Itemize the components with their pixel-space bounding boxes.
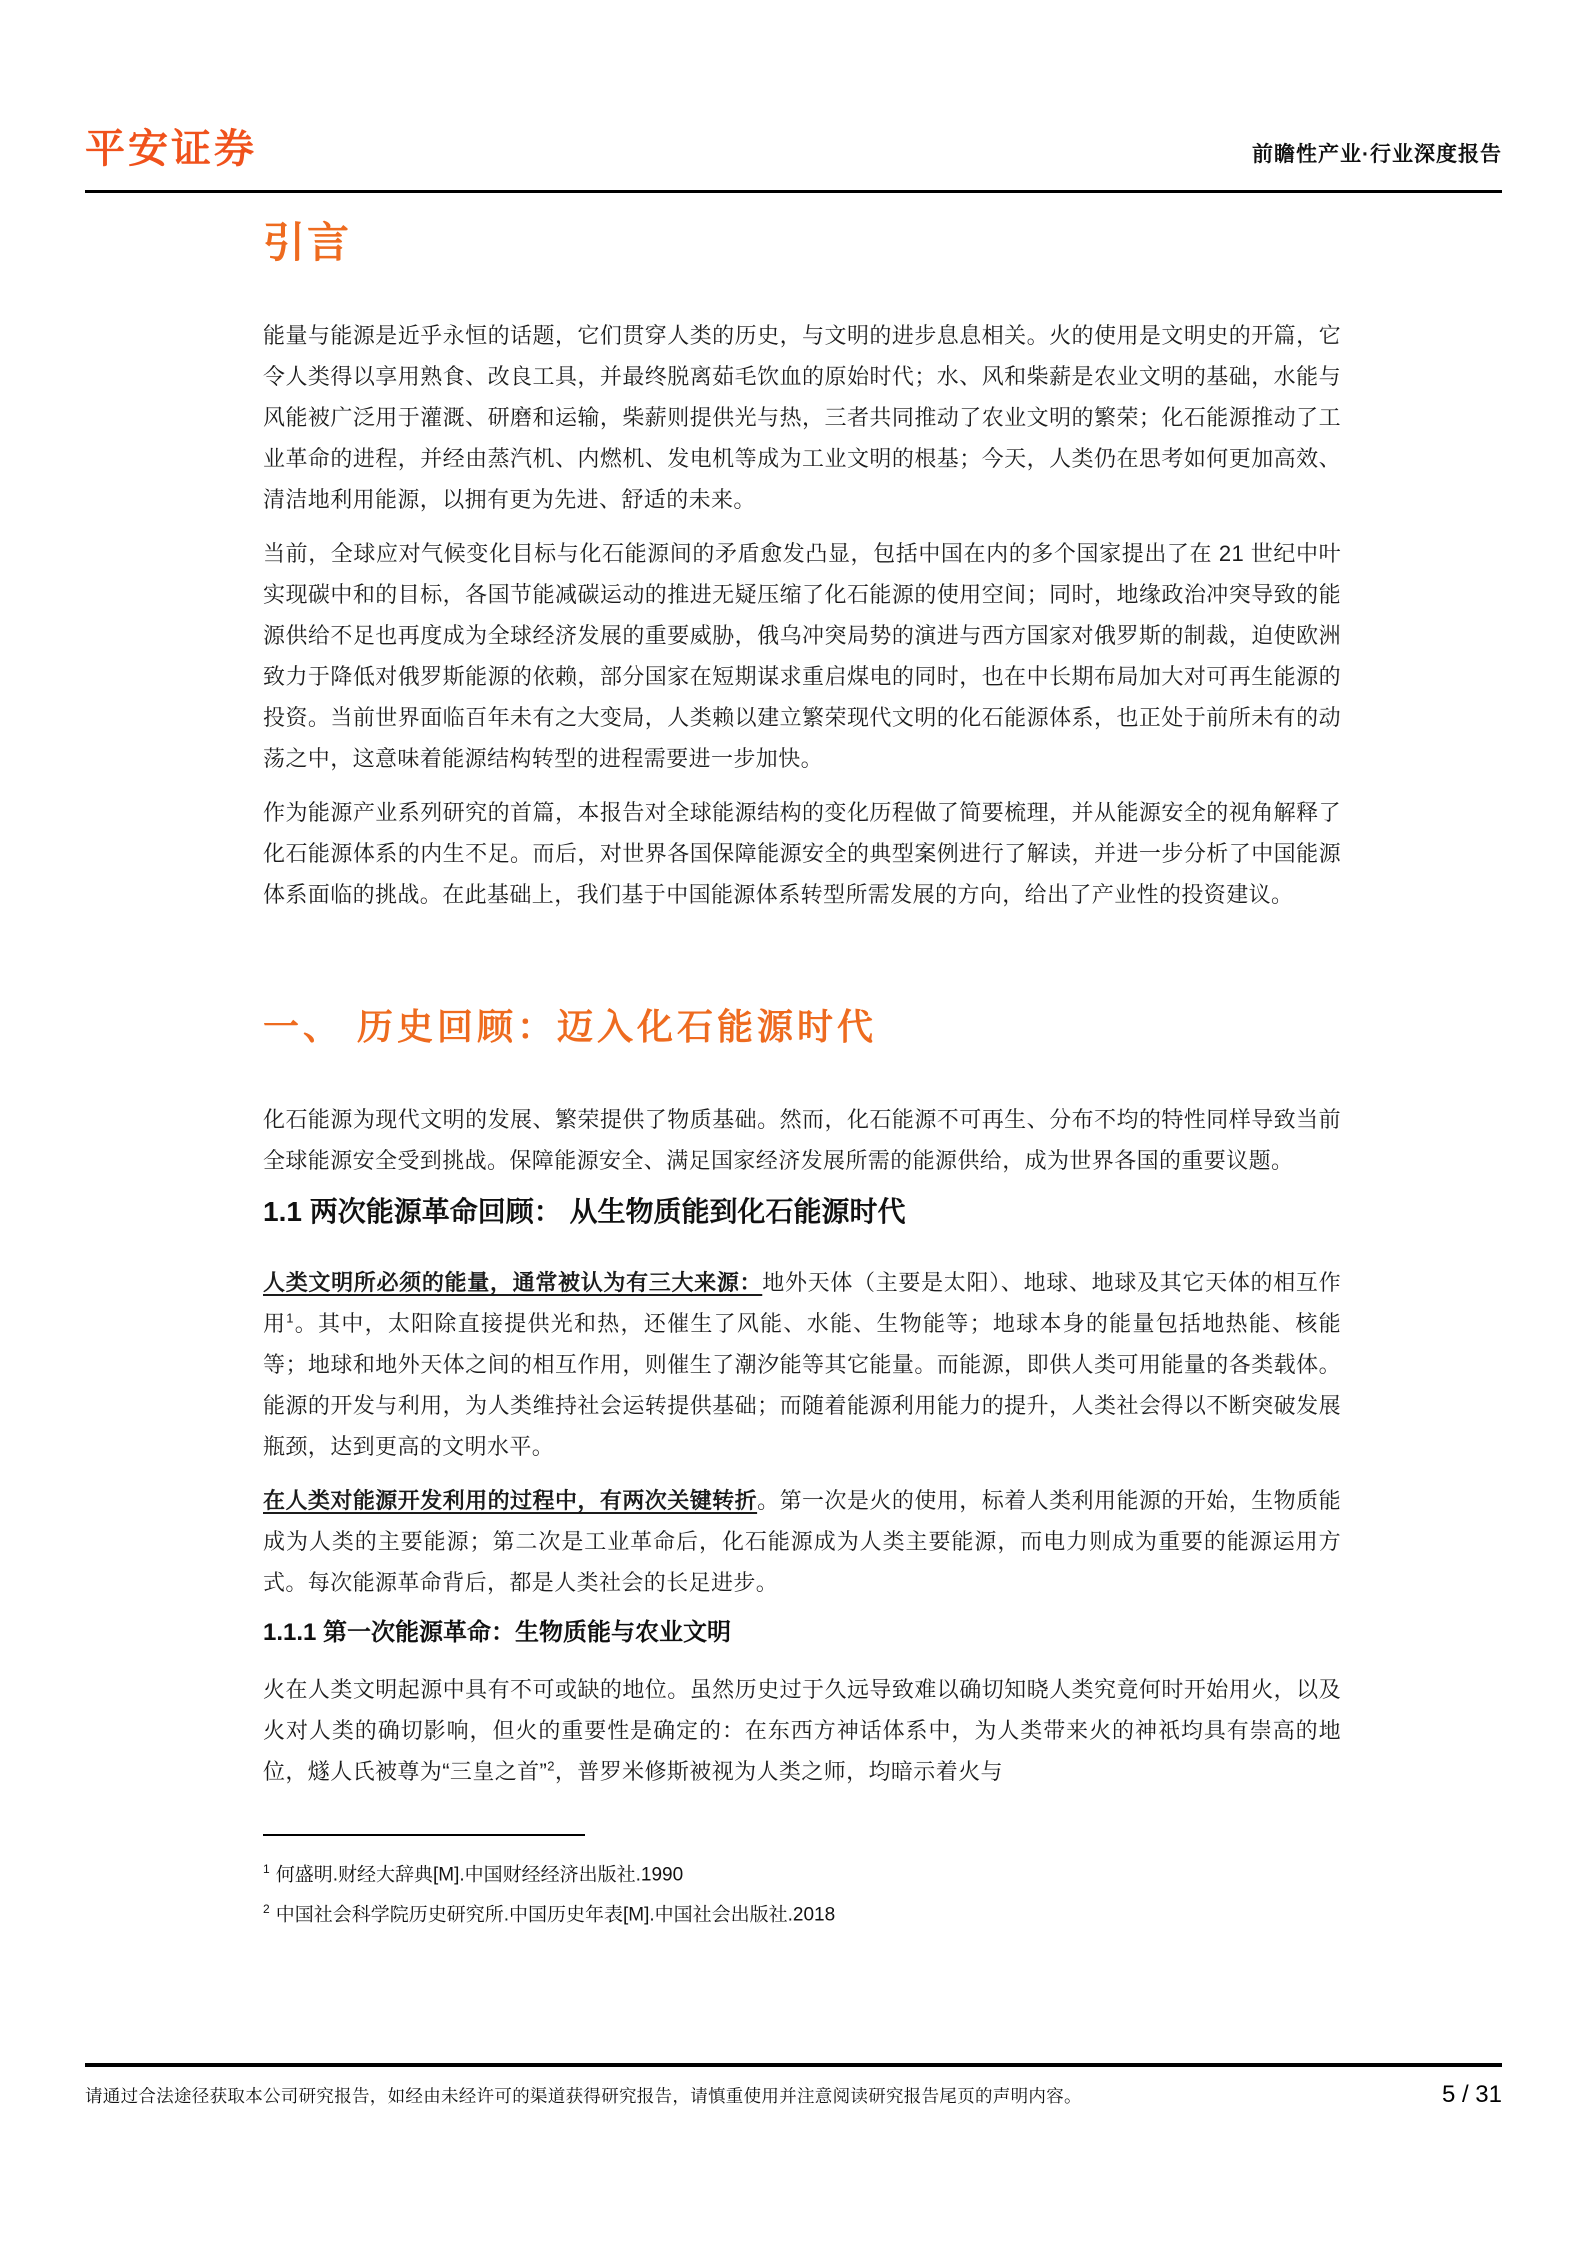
paragraph-text: 地外天体（主要是太阳）、地球、地球及其它天体的相互作用 [263, 1270, 1341, 1336]
intro-paragraph-3: 作为能源产业系列研究的首篇，本报告对全球能源结构的变化历程做了简要梳理，并从能源安全的视角解释了化石能源体系的内生不足。而后，对世界各国保障能源安全的典型案例进行了解读，并进一步分析了中国能源体系面临的挑战。在此基础上，我们基于中国能源体系转型所需发展的方向，给出了产业性的投资建议。 [263, 800, 1341, 907]
footer-disclaimer: 请通过合法途径获取本公司研究报告，如经由未经许可的渠道获得研究报告，请慎重使用并注意阅读研究报告尾页的声明内容。 [85, 2086, 1082, 2106]
key-sentence-turning-points: 在人类对能源开发利用的过程中，有两次关键转折 [263, 1488, 758, 1513]
footnote-ref-1: 1 [286, 1310, 294, 1326]
page-footer [85, 2063, 1502, 2109]
section-1-title: 一、 历史回顾：迈入化石能源时代 [263, 1006, 878, 1047]
intro-paragraph-1: 能量与能源是近乎永恒的话题，它们贯穿人类的历史，与文明的进步息息相关。火的使用是文明史的开篇，它令人类得以享用熟食、改良工具，并最终脱离茹毛饮血的原始时代；水、风和柴薪是农业文明的基础，水能与风能被广泛用于灌溉、研磨和运输，柴薪则提供光与热，三者共同推动了农业文明的繁荣；化石能源推动了工业革命的进程，并经由蒸汽机、内燃机、发电机等成为工业文明的根基；今天，人类仍在思考如何更加高效、清洁地利用能源，以拥有更为先进、舒适的未来。 [263, 323, 1341, 512]
section-1-lead-paragraph: 化石能源为现代文明的发展、繁荣提供了物质基础。然而，化石能源不可再生、分布不均的特性同样导致当前全球能源安全受到挑战。保障能源安全、满足国家经济发展所需的能源供给，成为世界各国的重要议题。 [263, 1107, 1341, 1173]
footnote-ref-2: 2 [547, 1758, 555, 1774]
footnote-list [263, 1852, 1341, 1933]
footnote-1 [263, 1852, 1341, 1892]
paragraph-text: 火在人类文明起源中具有不可或缺的地位。虽然历史过于久远导致难以确切知晓人类究竟何时开始用火，以及火对人类的确切影响，但火的重要性是确定的：在东西方神话体系中，为人类带来火的神祇均具有崇高的地位，燧人氏被尊为“三皇之首” [263, 1677, 1341, 1784]
paragraph-text: 。其中，太阳除直接提供光和热，还催生了风能、水能、生物能等；地球本身的能量包括地热能、核能等；地球和地外天体之间的相互作用，则催生了潮汐能等其它能量。而能源，即供人类可用能量的各类载体。能源的开发与利用，为人类维持社会运转提供基础；而随着能源利用能力的提升，人类社会得以不断突破发展瓶颈，达到更高的文明水平。 [263, 1311, 1341, 1459]
pingan-securities-logo: 平安证券 [85, 127, 257, 171]
footnote-1-text: 何盛明.财经大辞典[M].中国财经经济出版社.1990 [275, 1864, 684, 1886]
footer-rule [85, 2063, 1502, 2067]
intro-paragraph-2: 当前，全球应对气候变化目标与化石能源间的矛盾愈发凸显，包括中国在内的多个国家提出了在 21 世纪中叶实现碳中和的目标，各国节能减碳运动的推进无疑压缩了化石能源的使用空间；同时，地缘政治冲突导致的能源供给不足也再度成为全球经济发展的重要威胁，俄乌冲突局势的演进与西方国家对俄罗斯的制裁，迫使欧洲致力于降低对俄罗斯能源的依赖，部分国家在短期谋求重启煤电的同时，也在中长期布局加大对可再生能源的投资。当前世界面临百年未有之大变局，人类赖以建立繁荣现代文明的化石能源体系，也正处于前所未有的动荡之中，这意味着能源结构转型的进程需要进一步加快。 [263, 541, 1341, 771]
paragraph-fire-civilization [263, 1669, 1341, 1792]
paragraph-two-turning-points [263, 1480, 1341, 1603]
footnote-2 [263, 1892, 1341, 1932]
intro-title: 引言 [263, 219, 352, 266]
paragraph-text: ，普罗米修斯被视为人类之师，均暗示着火与 [554, 1759, 1003, 1784]
footnote-2-number: 2 [263, 1902, 270, 1917]
section-1-1-title: 1.1 两次能源革命回顾： 从生物质能到化石能源时代 [263, 1196, 906, 1227]
footer-row [85, 2081, 1502, 2109]
section-1-1-1-title: 1.1.1 第一次能源革命：生物质能与农业文明 [263, 1619, 732, 1646]
key-sentence-energy-sources: 人类文明所必须的能量，通常被认为有三大来源： [263, 1270, 763, 1295]
paragraph-text: 。第一次是火的使用，标着人类利用能源的开始，生物质能成为人类的主要能源；第二次是工业革命后，化石能源成为人类主要能源，而电力则成为重要的能源运用方式。每次能源革命背后，都是人类社会的长足进步。 [263, 1488, 1341, 1595]
report-type-label: 前瞻性产业·行业深度报告 [1252, 143, 1502, 166]
footnote-2-text: 中国社会科学院历史研究所.中国历史年表[M].中国社会出版社.2018 [275, 1904, 836, 1926]
content-column [263, 0, 1341, 1933]
footnote-separator [263, 1834, 585, 1836]
footnote-1-number: 1 [263, 1862, 270, 1876]
paragraph-energy-sources [263, 1262, 1341, 1467]
page-number: 5 / 31 [1441, 2081, 1502, 2108]
footnotes-block [263, 1834, 1341, 1933]
